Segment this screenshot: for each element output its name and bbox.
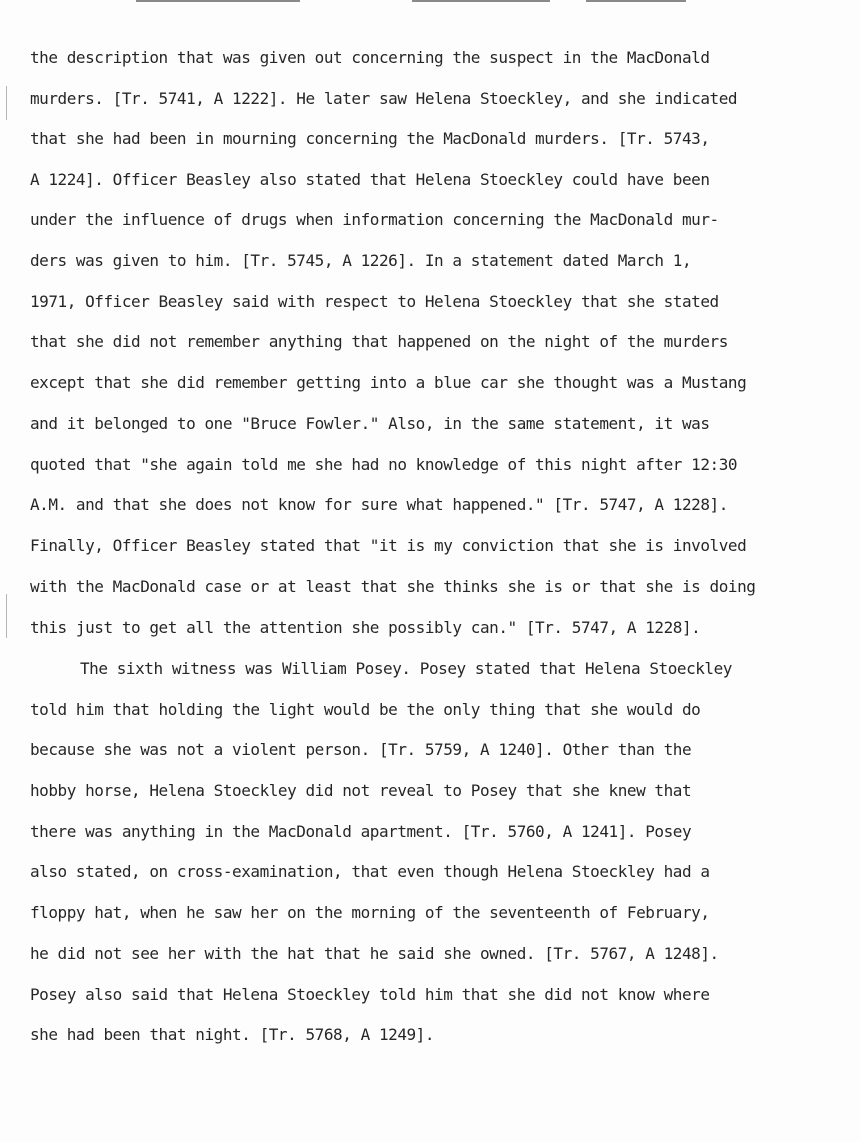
top-rule-left <box>136 0 300 2</box>
text-line: there was anything in the MacDonald apartment. [Tr. 5760, A 1241]. Posey <box>30 822 692 841</box>
text-line: this just to get all the attention she possibly can." [Tr. 5747, A 1228]. <box>30 618 701 637</box>
text-line: except that she did remember getting into a blue car she thought was a Mustang <box>30 373 747 392</box>
text-line: under the influence of drugs when information concerning the MacDonald mur- <box>30 210 719 229</box>
margin-mark-top <box>6 86 7 120</box>
text-line: 1971, Officer Beasley said with respect to Helena Stoeckley that she stated <box>30 292 719 311</box>
text-line: with the MacDonald case or at least that she thinks she is or that she is doing <box>30 577 756 596</box>
top-rule-right <box>412 0 550 2</box>
text-line: because she was not a violent person. [Tr. 5759, A 1240]. Other than the <box>30 740 692 759</box>
text-line: told him that holding the light would be the only thing that she would do <box>30 700 701 719</box>
text-line: also stated, on cross-examination, that even though Helena Stoeckley had a <box>30 862 710 881</box>
text-line: hobby horse, Helena Stoeckley did not reveal to Posey that she knew that <box>30 781 692 800</box>
text-line: floppy hat, when he saw her on the morning of the seventeenth of February, <box>30 903 710 922</box>
text-line: that she had been in mourning concerning the MacDonald murders. [Tr. 5743, <box>30 129 710 148</box>
paragraph-first-line: The sixth witness was William Posey. Posey stated that Helena Stoeckley <box>80 659 732 678</box>
text-line: the description that was given out concerning the suspect in the MacDonald <box>30 48 710 67</box>
margin-mark-bottom <box>6 594 7 638</box>
text-line: quoted that "she again told me she had no knowledge of this night after 12:30 <box>30 455 738 474</box>
text-line: murders. [Tr. 5741, A 1222]. He later saw Helena Stoeckley, and she indicated <box>30 89 738 108</box>
text-line: ders was given to him. [Tr. 5745, A 1226]. In a statement dated March 1, <box>30 251 692 270</box>
text-line: Posey also said that Helena Stoeckley told him that she did not know where <box>30 985 710 1004</box>
text-line: and it belonged to one "Bruce Fowler." Also, in the same statement, it was <box>30 414 710 433</box>
text-line: Finally, Officer Beasley stated that "it is my conviction that she is involved <box>30 536 747 555</box>
text-line: she had been that night. [Tr. 5768, A 1249]. <box>30 1025 435 1044</box>
text-line: A 1224]. Officer Beasley also stated that Helena Stoeckley could have been <box>30 170 710 189</box>
text-line: that she did not remember anything that happened on the night of the murders <box>30 332 728 351</box>
text-line: A.M. and that she does not know for sure what happened." [Tr. 5747, A 1228]. <box>30 495 728 514</box>
text-line: he did not see her with the hat that he said she owned. [Tr. 5767, A 1248]. <box>30 944 719 963</box>
top-rule-far-right <box>586 0 686 2</box>
